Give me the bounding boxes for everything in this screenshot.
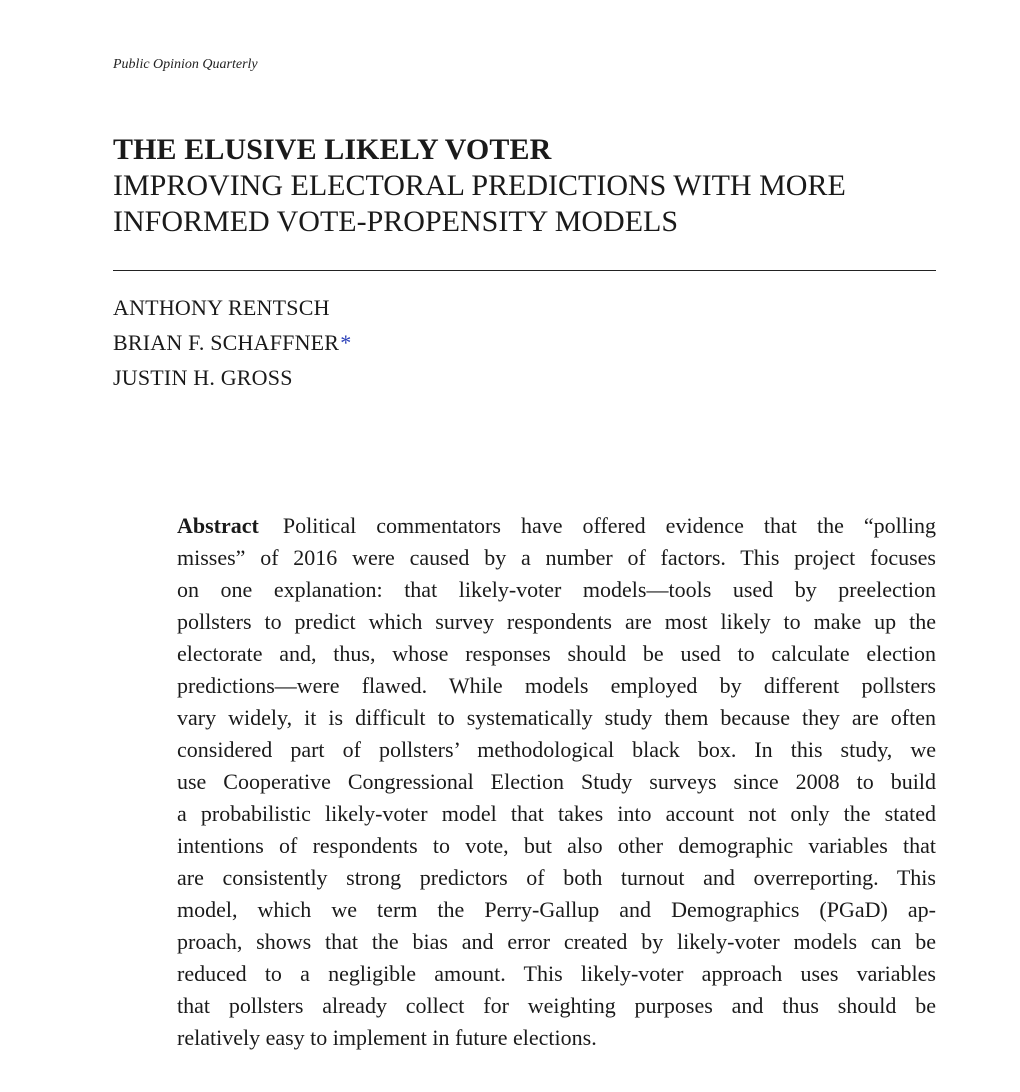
abstract-line: proach, shows that the bias and error created by likely-voter models can be xyxy=(177,929,936,954)
abstract-line: relatively easy to implement in future elections. xyxy=(177,1025,597,1050)
abstract-line: electorate and, thus, whose responses should be used to calculate election xyxy=(177,641,936,666)
author-name xyxy=(113,290,351,325)
abstract-line xyxy=(177,510,936,542)
abstract-line: a probabilistic likely-voter model that takes into account not only the stated xyxy=(177,801,936,826)
corresponding-author-link[interactable]: * xyxy=(340,330,352,355)
author-name xyxy=(113,325,351,360)
title-divider xyxy=(113,270,936,271)
article-title: THE ELUSIVE LIKELY VOTER xyxy=(113,133,552,166)
abstract-line: reduced to a negligible amount. This likely-voter approach uses variables xyxy=(177,961,936,986)
author-name-text: JUSTIN H. GROSS xyxy=(113,365,293,390)
journal-name: Public Opinion Quarterly xyxy=(113,57,258,72)
article-subtitle-line: IMPROVING ELECTORAL PREDICTIONS WITH MORE xyxy=(113,169,846,202)
abstract-line: are consistently strong predictors of both turnout and overreporting. This xyxy=(177,865,936,890)
abstract-line: model, which we term the Perry-Gallup and Demographics (PGaD) ap- xyxy=(177,897,936,922)
abstract-line: pollsters to predict which survey respondents are most likely to make up the xyxy=(177,609,936,634)
abstract-line: predictions—were flawed. While models employed by different pollsters xyxy=(177,673,936,698)
article-title-block xyxy=(113,132,943,240)
abstract-text: Political commentators have offered evidence that the “polling xyxy=(282,513,936,538)
abstract-line: that pollsters already collect for weighting purposes and thus should be xyxy=(177,993,936,1018)
abstract-line: on one explanation: that likely-voter models—tools used by preelection xyxy=(177,577,936,602)
author-name-text: BRIAN F. SCHAFFNER xyxy=(113,330,340,355)
abstract-line: vary widely, it is difficult to systematically study them because they are often xyxy=(177,705,936,730)
abstract-line: considered part of pollsters’ methodological black box. In this study, we xyxy=(177,737,936,762)
author-list xyxy=(113,290,351,395)
abstract xyxy=(177,510,936,1054)
author-name-text: ANTHONY RENTSCH xyxy=(113,295,330,320)
abstract-line: misses” of 2016 were caused by a number of factors. This project focuses xyxy=(177,545,936,570)
abstract-line: intentions of respondents to vote, but also other demographic variables that xyxy=(177,833,936,858)
abstract-line: use Cooperative Congressional Election Study surveys since 2008 to build xyxy=(177,769,936,794)
abstract-heading: Abstract xyxy=(177,513,259,538)
author-name xyxy=(113,360,351,395)
article-subtitle-line: INFORMED VOTE-PROPENSITY MODELS xyxy=(113,205,679,238)
